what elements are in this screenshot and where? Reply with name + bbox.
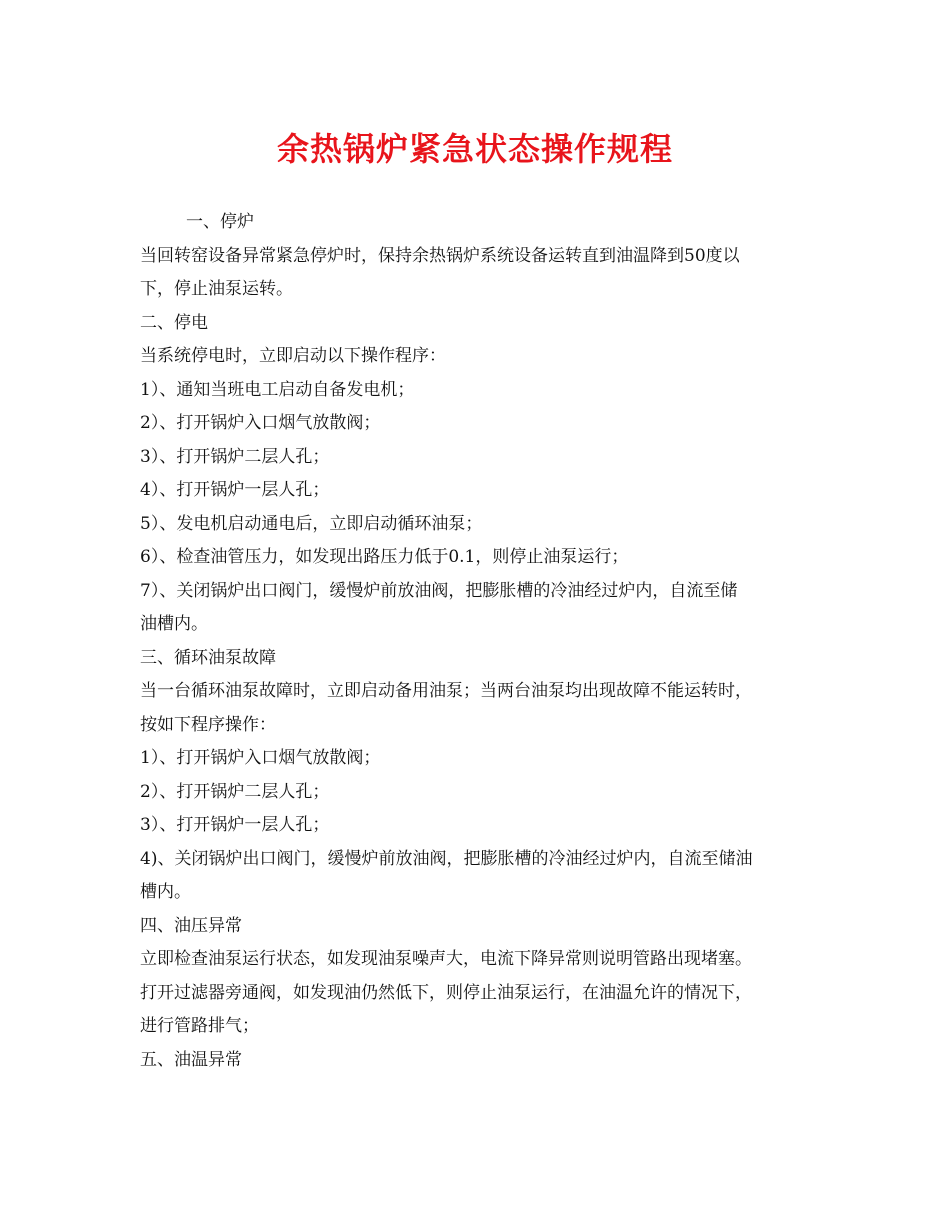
text-line: 2）、打开锅炉入口烟气放散阀； — [140, 413, 381, 433]
text-line: 下，停止油泵运转。 — [140, 279, 293, 299]
text-line: 一、停炉 — [186, 212, 254, 232]
text-line: 打开过滤器旁通阀，如发现油仍然低下，则停止油泵运行，在油温允许的情况下， — [140, 982, 752, 1003]
text-line: 3）、打开锅炉二层人孔； — [140, 446, 330, 467]
text-line: 五、油温异常 — [140, 1049, 242, 1070]
text-line: 2）、打开锅炉二层人孔； — [140, 781, 330, 802]
text-line: 槽内。 — [140, 882, 191, 902]
document-body — [140, 206, 820, 1077]
text-line: 3）、打开锅炉一层人孔； — [140, 815, 330, 835]
text-line: 5）、发电机启动通电后，立即启动循环油泵； — [140, 513, 483, 534]
text-line: 油槽内。 — [140, 614, 208, 634]
document-title: 余热锅炉紧急状态操作规程 — [276, 130, 673, 168]
text-line: 6）、检查油管压力，如发现出路压力低于0.1，则停止油泵运行； — [140, 547, 629, 567]
text-line: 按如下程序操作： — [140, 714, 276, 735]
text-line: 二、停电 — [140, 312, 208, 333]
text-line: 1）、打开锅炉入口烟气放散阀； — [140, 748, 381, 768]
text-line: 当回转窑设备异常紧急停炉时，保持余热锅炉系统设备运转直到油温降到50度以 — [140, 245, 740, 266]
text-line: 当系统停电时，立即启动以下操作程序： — [140, 346, 446, 366]
text-line: 7）、关闭锅炉出口阀门，缓慢炉前放油阀，把膨胀槽的冷油经过炉内，自流至储 — [140, 580, 738, 601]
text-line: 立即检查油泵运行状态，如发现油泵噪声大，电流下降异常则说明管路出现堵塞。 — [140, 949, 752, 969]
text-line: 4）、打开锅炉一层人孔； — [140, 480, 330, 500]
text-line: 4)、关闭锅炉出口阀门，缓慢炉前放油阀，把膨胀槽的冷油经过炉内，自流至储油 — [140, 848, 753, 869]
text-line: 当一台循环油泵故障时，立即启动备用油泵；当两台油泵均出现故障不能运转时， — [140, 681, 752, 701]
text-line: 进行管路排气； — [140, 1016, 259, 1036]
text-line: 四、油压异常 — [140, 915, 242, 936]
text-line: 1）、通知当班电工启动自备发电机； — [140, 379, 415, 400]
text-line: 三、循环油泵故障 — [140, 647, 276, 668]
